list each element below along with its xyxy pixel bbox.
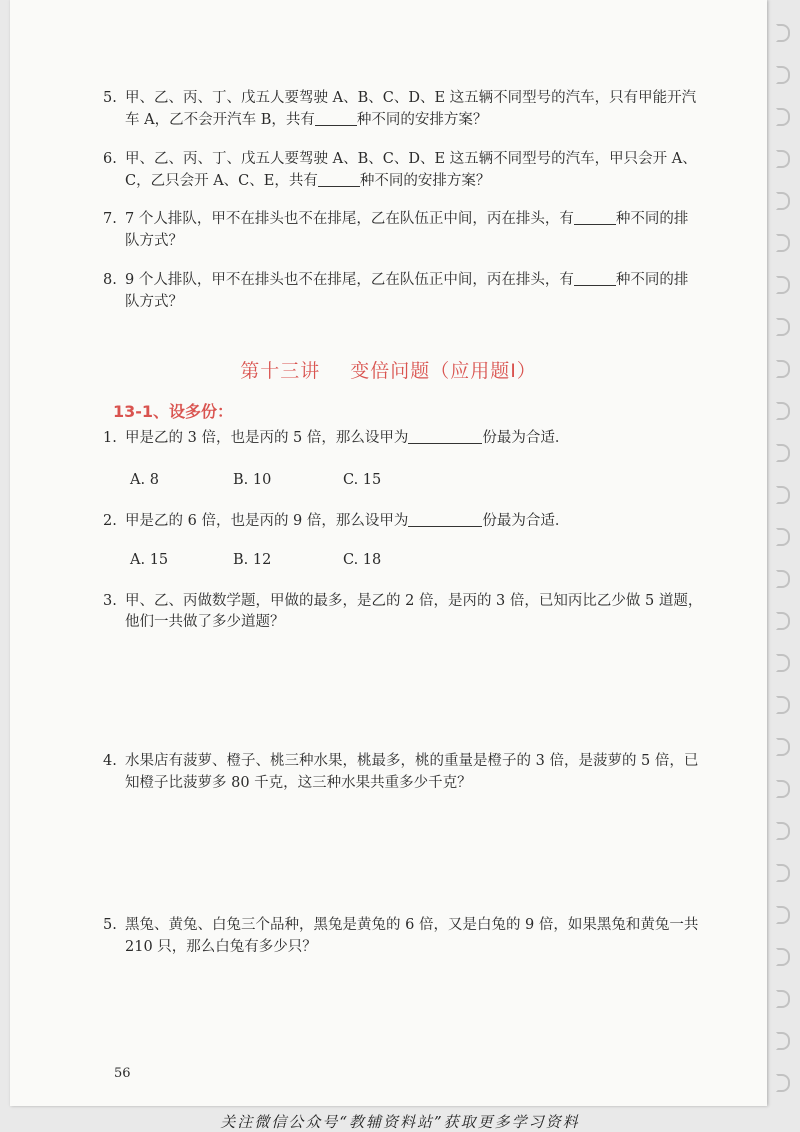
binding-ring	[776, 234, 790, 252]
binding-ring	[776, 570, 790, 588]
q1-option-c[interactable]: C. 15	[343, 472, 382, 488]
page-number: 56	[114, 1066, 131, 1081]
binding-ring	[776, 276, 790, 294]
lecture-title: 第十三讲 变倍问题（应用题Ⅰ）	[240, 360, 537, 382]
document-page	[10, 0, 767, 1106]
problem-8-line1: 8. 9 个人排队，甲不在排头也不在排尾，乙在队伍正中间，丙在排头，有 种不同的排	[103, 272, 689, 288]
q2-option-a[interactable]: A. 15	[130, 552, 169, 568]
binding-ring	[776, 486, 790, 504]
binding-ring	[776, 990, 790, 1008]
binding-ring	[776, 612, 790, 630]
binding-ring	[776, 150, 790, 168]
binding-ring	[776, 1074, 790, 1092]
binding-ring	[776, 528, 790, 546]
question-4-line1: 4. 水果店有菠萝、橙子、桃三种水果，桃最多，桃的重量是橙子的 3 倍，是菠萝的 5 倍，已	[103, 753, 699, 769]
problem-8-line2: 队方式？	[125, 294, 183, 310]
q1-option-b[interactable]: B. 10	[233, 472, 272, 488]
binding-ring	[776, 108, 790, 126]
binding-ring	[776, 24, 790, 42]
binding-ring	[776, 66, 790, 84]
answer-blank[interactable]	[574, 210, 616, 225]
binding-ring	[776, 402, 790, 420]
question-5-line1: 5. 黑兔、黄兔、白兔三个品种，黑兔是黄兔的 6 倍，又是白兔的 9 倍，如果黑兔和黄兔一共	[103, 917, 699, 933]
q1-option-a[interactable]: A. 8	[130, 472, 159, 488]
binding-ring	[776, 822, 790, 840]
binding-ring	[776, 906, 790, 924]
problem-7-line1: 7. 7 个人排队，甲不在排头也不在排尾，乙在队伍正中间，丙在排头，有 种不同的排	[103, 211, 689, 227]
q2-option-b[interactable]: B. 12	[233, 552, 272, 568]
problem-6-line2: C，乙只会开 A、C、E，共有 种不同的安排方案？	[125, 173, 491, 189]
binding-ring	[776, 780, 790, 798]
q2-option-c[interactable]: C. 18	[343, 552, 382, 568]
binding-ring	[776, 654, 790, 672]
binding-ring	[776, 1032, 790, 1050]
binding-ring	[776, 318, 790, 336]
spiral-binding	[774, 14, 800, 1104]
answer-blank[interactable]	[408, 512, 482, 527]
binding-ring	[776, 444, 790, 462]
problem-5-line1: 5. 甲、乙、丙、丁、戊五人要驾驶 A、B、C、D、E 这五辆不同型号的汽车，只有甲能开汽	[103, 90, 697, 106]
problem-6-line1: 6. 甲、乙、丙、丁、戊五人要驾驶 A、B、C、D、E 这五辆不同型号的汽车，甲只会开 A、	[103, 151, 697, 167]
answer-blank[interactable]	[315, 111, 357, 126]
binding-ring	[776, 864, 790, 882]
binding-ring	[776, 696, 790, 714]
answer-blank[interactable]	[408, 429, 482, 444]
question-2: 2. 甲是乙的 6 倍，也是丙的 9 倍，那么设甲为 份最为合适．	[103, 513, 570, 529]
question-3-line2: 他们一共做了多少道题？	[125, 614, 285, 630]
question-1: 1. 甲是乙的 3 倍，也是丙的 5 倍，那么设甲为 份最为合适．	[103, 430, 570, 446]
problem-7-line2: 队方式？	[125, 233, 183, 249]
answer-blank[interactable]	[574, 271, 616, 286]
section-heading: 13-1、设多份：	[113, 402, 234, 421]
question-3-line1: 3. 甲、乙、丙做数学题，甲做的最多，是乙的 2 倍，是丙的 3 倍，已知丙比乙少做 5 道题，	[103, 593, 703, 609]
footer-note: 关注微信公众号“教辅资料站”获取更多学习资料	[220, 1113, 580, 1131]
answer-blank[interactable]	[318, 172, 360, 187]
problem-5-line2: 车 A，乙不会开汽车 B，共有 种不同的安排方案？	[125, 112, 488, 128]
binding-ring	[776, 360, 790, 378]
question-5-line2: 210 只，那么白兔有多少只？	[125, 939, 317, 955]
question-4-line2: 知橙子比菠萝多 80 千克，这三种水果共重多少千克？	[125, 775, 472, 791]
binding-ring	[776, 948, 790, 966]
binding-ring	[776, 738, 790, 756]
binding-ring	[776, 192, 790, 210]
